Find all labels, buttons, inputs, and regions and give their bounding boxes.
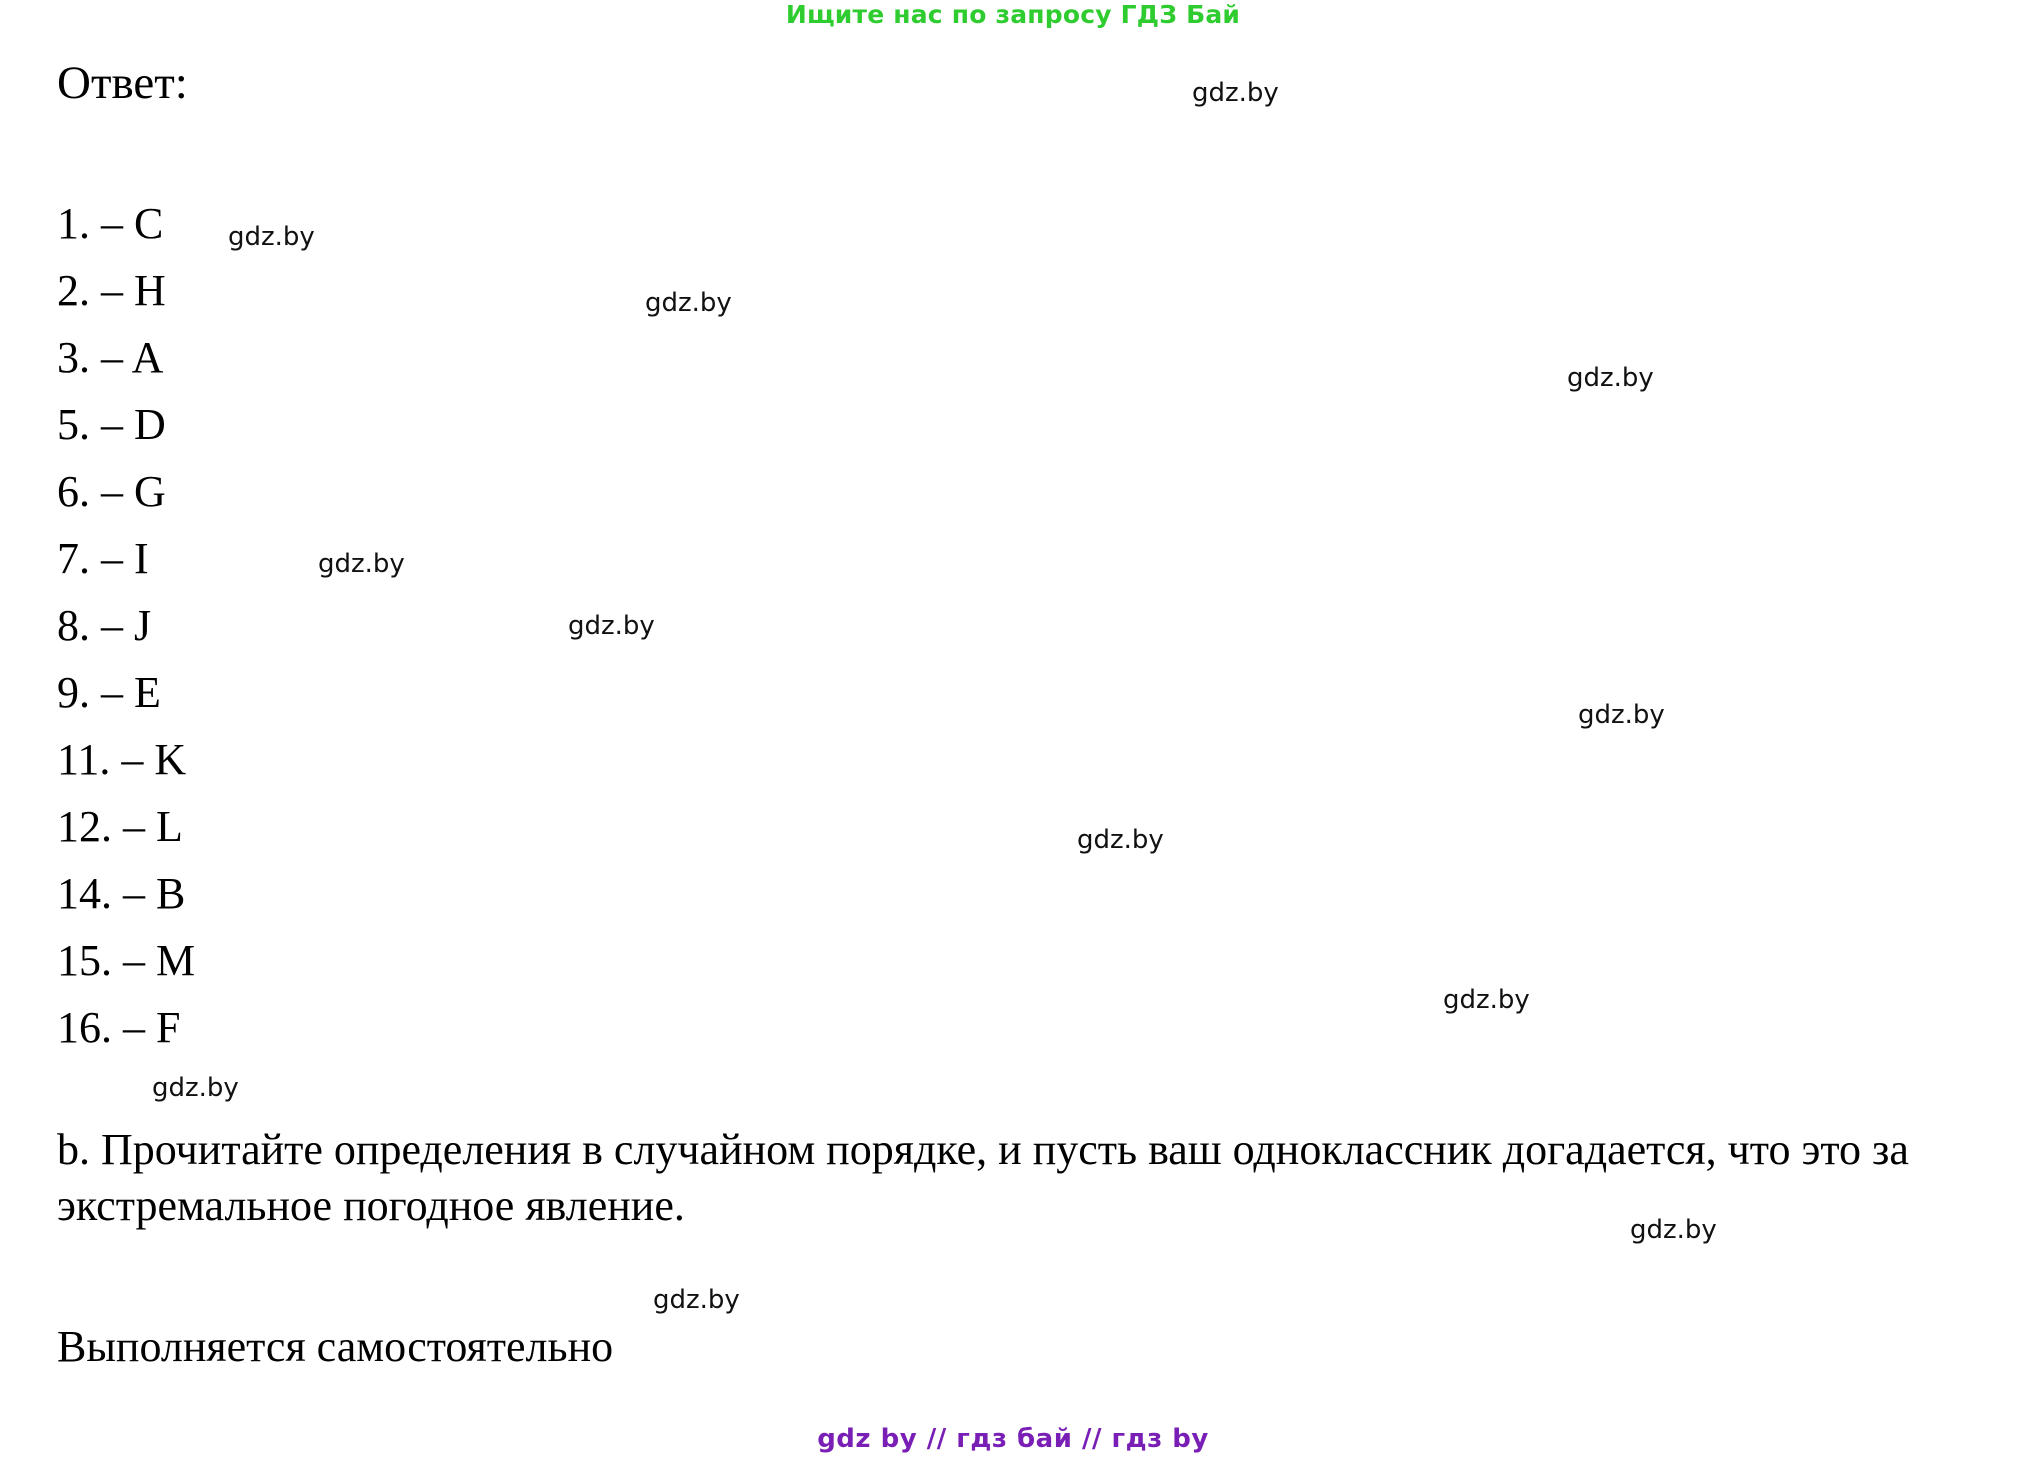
watermark: gdz.by <box>645 288 732 318</box>
list-item: 15. – M <box>57 936 196 985</box>
bottom-promo-banner: gdz by // гдз бай // гдз by <box>817 1424 1209 1454</box>
answer-list <box>57 190 195 1061</box>
list-item: 9. – E <box>57 668 161 717</box>
list-item: 8. – J <box>57 601 152 650</box>
list-item: 1. – C <box>57 199 164 248</box>
watermark: gdz.by <box>653 1285 740 1315</box>
watermark: gdz.by <box>318 549 405 579</box>
list-item: 11. – K <box>57 735 187 784</box>
list-item: 5. – D <box>57 400 166 449</box>
task-b-paragraph: b. Прочитайте определения в случайном порядке, и пусть ваш одноклассник догадается, что это за экстремальное погодное явление. <box>57 1125 1909 1230</box>
list-item: 3. – A <box>57 333 164 382</box>
top-promo-banner: Ищите нас по запросу ГДЗ Бай <box>785 0 1241 29</box>
watermark: gdz.by <box>568 611 655 641</box>
list-item: 16. – F <box>57 1003 181 1052</box>
watermark: gdz.by <box>1443 985 1530 1015</box>
list-item: 2. – H <box>57 266 166 315</box>
watermark: gdz.by <box>1578 700 1665 730</box>
list-item: 14. – B <box>57 869 186 918</box>
list-item: 6. – G <box>57 467 166 516</box>
watermark: gdz.by <box>228 222 315 252</box>
list-item: 12. – L <box>57 802 183 851</box>
final-note: Выполняется самостоятельно <box>57 1322 614 1371</box>
watermark: gdz.by <box>152 1073 239 1103</box>
list-item: 7. – I <box>57 534 149 583</box>
watermark: gdz.by <box>1192 78 1279 108</box>
watermark: gdz.by <box>1630 1215 1717 1245</box>
watermark: gdz.by <box>1077 825 1164 855</box>
answer-label: Ответ: <box>57 57 188 109</box>
watermark: gdz.by <box>1567 363 1654 393</box>
